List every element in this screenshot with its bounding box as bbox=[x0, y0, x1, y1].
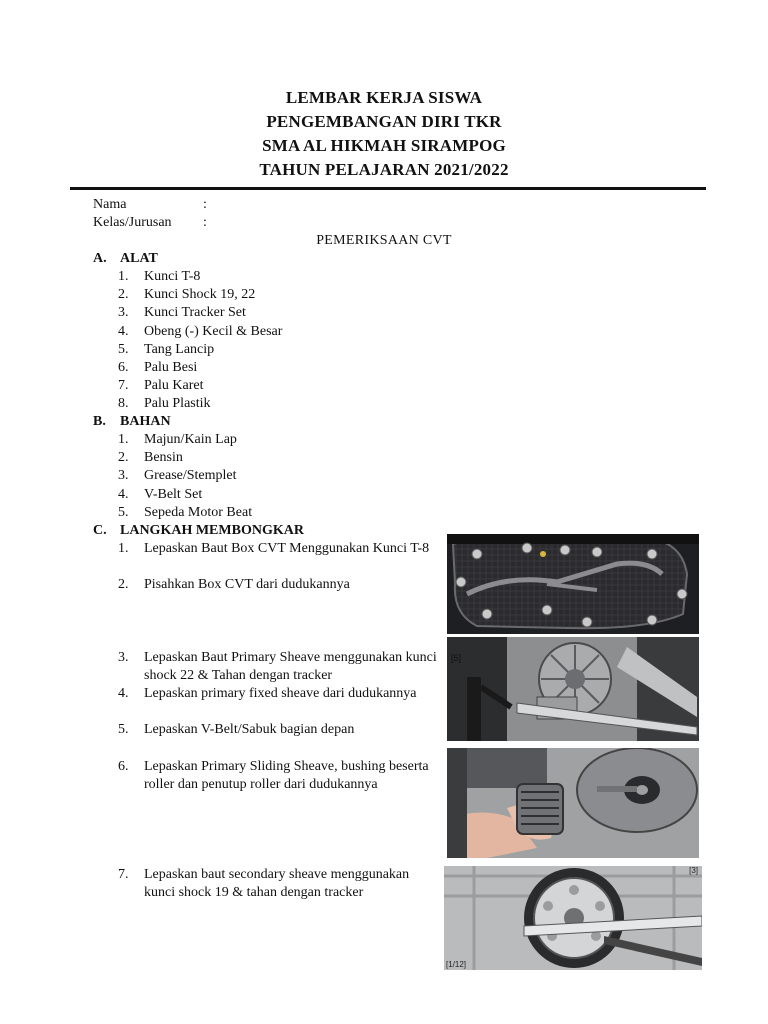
kelas-colon: : bbox=[203, 215, 207, 230]
section-b-title: BAHAN bbox=[120, 414, 171, 429]
tools-list bbox=[118, 268, 282, 414]
photo-tag: [1/12] bbox=[446, 960, 467, 969]
section-c-title: LANGKAH MEMBONGKAR bbox=[120, 523, 304, 538]
photo-sliding-sheave bbox=[447, 748, 699, 858]
document-header bbox=[0, 86, 768, 182]
section-c-letter: C. bbox=[93, 523, 107, 538]
step-item bbox=[118, 758, 440, 794]
section-b-heading bbox=[93, 413, 171, 431]
step-text: Lepaskan primary fixed sheave dari dudukannya bbox=[144, 686, 417, 701]
step-number: 3. bbox=[118, 650, 129, 665]
list-item-number: 4. bbox=[118, 323, 129, 339]
list-item-text: Kunci T-8 bbox=[144, 269, 201, 284]
header-line-4: TAHUN PELAJARAN 2021/2022 bbox=[259, 160, 509, 179]
photo-primary-sheave bbox=[447, 637, 699, 741]
list-item bbox=[118, 467, 252, 485]
list-item-number: 2. bbox=[118, 450, 129, 466]
list-item-number: 3. bbox=[118, 305, 129, 321]
step-text: Lepaskan Primary Sliding Sheave, bushing beserta roller dan penutup roller dari dudukannya bbox=[144, 759, 429, 792]
list-item bbox=[118, 323, 282, 341]
list-item bbox=[118, 486, 252, 504]
list-item bbox=[118, 504, 252, 522]
step-item bbox=[118, 866, 440, 902]
step-item bbox=[118, 721, 440, 739]
list-item-number: 7. bbox=[118, 378, 129, 394]
list-item bbox=[118, 449, 252, 467]
step-item bbox=[118, 685, 440, 703]
list-item bbox=[118, 377, 282, 395]
section-c-heading bbox=[93, 522, 304, 540]
section-b-letter: B. bbox=[93, 414, 106, 429]
list-item bbox=[118, 431, 252, 449]
step-number: 2. bbox=[118, 577, 129, 592]
list-item-text: Sepeda Motor Beat bbox=[144, 504, 253, 520]
header-line-2: PENGEMBANGAN DIRI TKR bbox=[266, 112, 502, 131]
list-item-text: Palu Plastik bbox=[144, 396, 211, 412]
step-number: 4. bbox=[118, 686, 129, 701]
materials-list bbox=[118, 431, 252, 522]
list-item bbox=[118, 286, 282, 304]
list-item-number: 1. bbox=[118, 269, 129, 284]
list-item-text: Bensin bbox=[144, 450, 183, 466]
list-item-number: 5. bbox=[118, 504, 129, 520]
photo-tag: [5] bbox=[451, 653, 462, 663]
step-number: 5. bbox=[118, 722, 129, 737]
list-item bbox=[118, 359, 282, 377]
list-item-text: Tang Lancip bbox=[144, 341, 215, 357]
kelas-label: Kelas/Jurusan bbox=[93, 215, 172, 230]
list-item-text: Kunci Tracker Set bbox=[144, 305, 246, 321]
photo-corner-tag: [3] bbox=[689, 866, 698, 875]
header-divider bbox=[70, 187, 706, 190]
list-item-number: 8. bbox=[118, 396, 129, 412]
step-text: Lepaskan Baut Box CVT Menggunakan Kunci T-8 bbox=[144, 541, 430, 556]
list-item bbox=[118, 395, 282, 413]
list-item bbox=[118, 304, 282, 322]
nama-label: Nama bbox=[93, 197, 127, 212]
list-item bbox=[118, 268, 282, 286]
list-item-text: Obeng (-) Kecil & Besar bbox=[144, 323, 283, 339]
list-item-number: 3. bbox=[118, 468, 129, 484]
list-item-text: Grease/Stemplet bbox=[144, 468, 237, 484]
section-a-letter: A. bbox=[93, 251, 107, 266]
section-a-heading bbox=[93, 250, 158, 268]
step-text: Lepaskan Baut Primary Sheave menggunakan kunci shock 22 & Tahan dengan tracker bbox=[144, 650, 437, 683]
list-item-number: 2. bbox=[118, 287, 129, 303]
list-item-text: Palu Besi bbox=[144, 360, 198, 376]
step-number: 1. bbox=[118, 541, 129, 556]
step-item bbox=[118, 576, 440, 594]
step-text: Lepaskan baut secondary sheave menggunakan kunci shock 19 & tahan dengan tracker bbox=[144, 867, 410, 900]
step-text: Lepaskan V-Belt/Sabuk bagian depan bbox=[144, 722, 355, 737]
step-item bbox=[118, 649, 440, 685]
step-number: 6. bbox=[118, 759, 129, 774]
list-item-number: 4. bbox=[118, 486, 129, 502]
list-item bbox=[118, 341, 282, 359]
list-item-text: Majun/Kain Lap bbox=[144, 432, 237, 447]
list-item-number: 5. bbox=[118, 341, 129, 357]
list-item-text: Palu Karet bbox=[144, 378, 204, 394]
list-item-text: V-Belt Set bbox=[144, 486, 203, 502]
photo-cvt-cover bbox=[447, 534, 699, 634]
list-item-number: 1. bbox=[118, 432, 129, 447]
step-text: Pisahkan Box CVT dari dudukannya bbox=[144, 577, 350, 592]
nama-colon: : bbox=[203, 197, 207, 212]
photo-secondary-sheave bbox=[444, 866, 702, 970]
step-item bbox=[118, 540, 440, 558]
header-line-1: LEMBAR KERJA SISWA bbox=[285, 88, 483, 107]
page-title: PEMERIKSAAN CVT bbox=[316, 233, 452, 248]
list-item-text: Kunci Shock 19, 22 bbox=[144, 287, 256, 303]
step-number: 7. bbox=[118, 867, 129, 882]
header-line-3: SMA AL HIKMAH SIRAMPOG bbox=[262, 136, 506, 155]
list-item-number: 6. bbox=[118, 360, 129, 376]
section-a-title: ALAT bbox=[120, 251, 158, 266]
